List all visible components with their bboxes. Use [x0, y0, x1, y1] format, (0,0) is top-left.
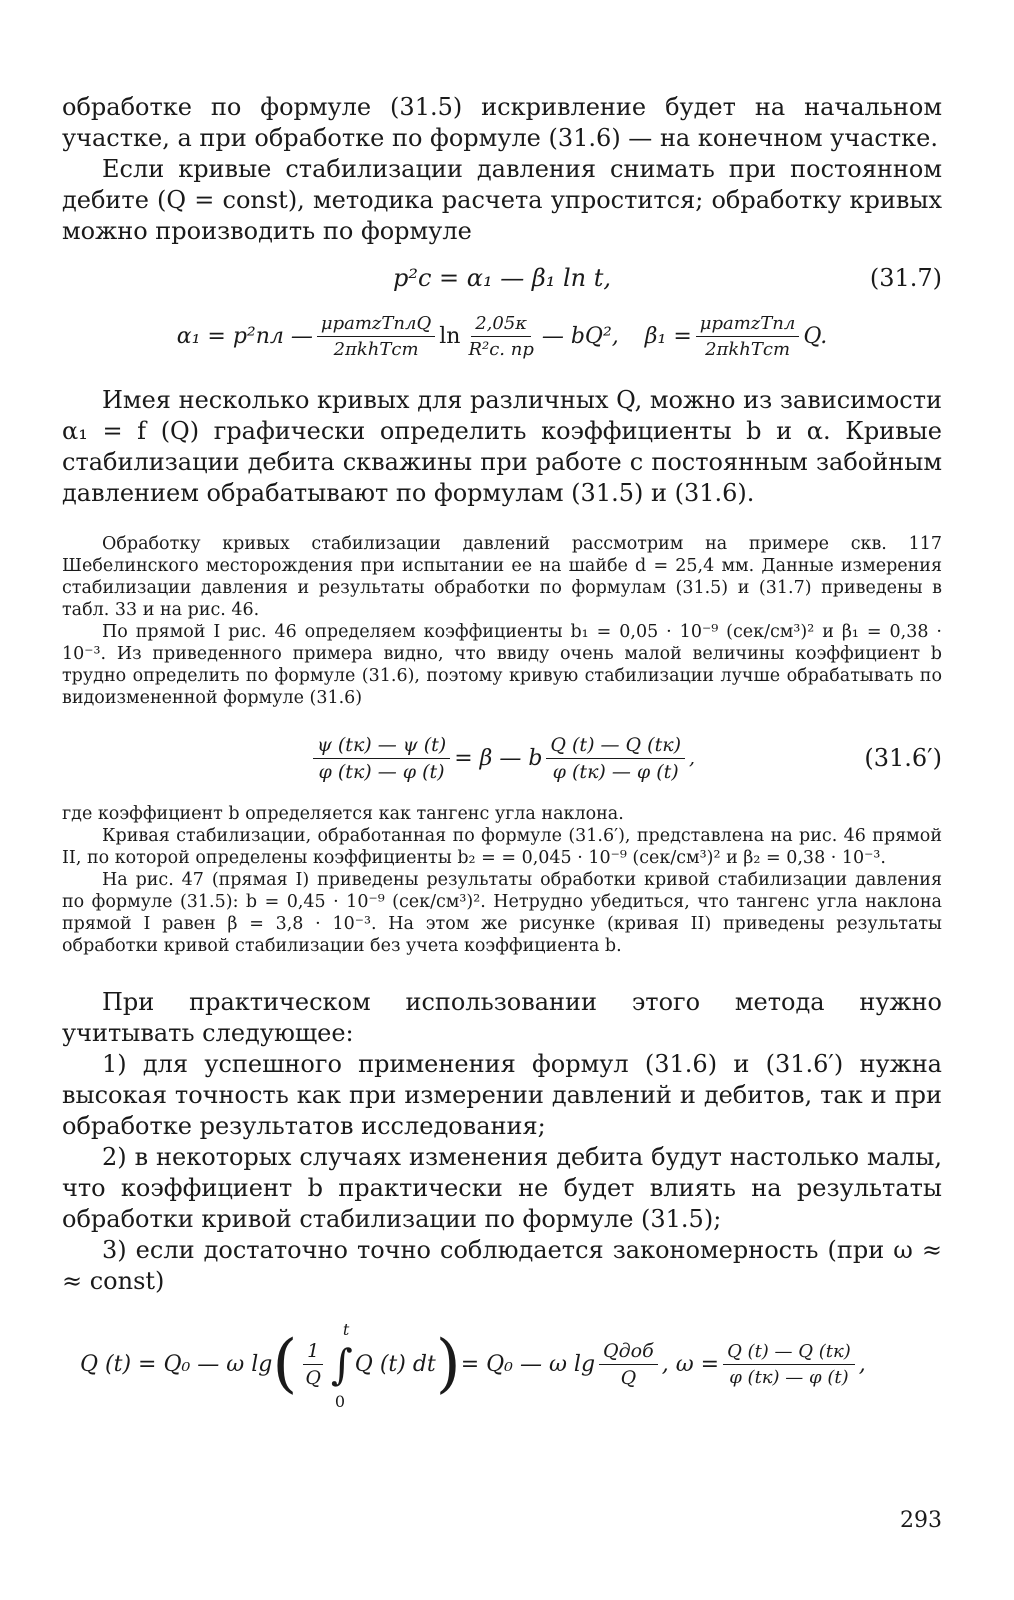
list-item-1: 1) для успешного применения формул (31.6) и (31.6′) нужна высокая точность как при измерении давлений и дебитов, так и при обработке результатов исследования; [62, 1050, 942, 1140]
integral-sign: ∫ t 0 [330, 1319, 353, 1411]
alpha-definition-tail: — bQ², [541, 323, 619, 349]
small-print-block-1 [62, 533, 942, 709]
equation-31-7-body: p²с = α₁ — β₁ ln t, [392, 263, 612, 292]
rhs-denominator: φ (tк) — φ (t) [552, 760, 679, 783]
paragraph-4: При практическом использовании этого метода нужно учитывать следующее: [62, 988, 942, 1047]
equation-final [62, 1319, 942, 1409]
right-paren: ) [435, 1327, 461, 1401]
equation-31-6-prime [62, 727, 942, 789]
equation-31-7-definitions [62, 305, 942, 367]
qdob-numerator: Qдоб [599, 1340, 658, 1365]
qdob-denominator: Q [620, 1366, 637, 1389]
fraction-1-numerator: μpатzTплQ [317, 313, 435, 337]
integral-upper-limit: t [342, 1319, 350, 1339]
lhs-numerator: ψ (tк) — ψ (t) [313, 734, 450, 759]
integrand: Q (t) dt [354, 1351, 436, 1377]
equation-31-6-prime-comma: , [689, 747, 696, 769]
omega-denominator: φ (tк) — φ (t) [729, 1366, 849, 1388]
integral-lower-limit: 0 [334, 1391, 346, 1411]
inner-fraction [301, 1340, 325, 1389]
equation-31-7 [62, 261, 942, 295]
list-item-2: 2) в некоторых случаях изменения дебита будут настолько малы, что коэффициент b практически не будет влиять на результаты обработки кривой стабилизации по формуле (31.5); [62, 1143, 942, 1233]
final-lhs: Q (t) = Q₀ — ω lg [80, 1351, 273, 1377]
equation-31-6-prime-middle: = β — b [454, 745, 543, 771]
alpha-definition-lhs: α₁ = p²пл — [176, 323, 313, 349]
omega-fraction [723, 1341, 855, 1388]
equation-31-7-number: (31.7) [869, 263, 942, 292]
qdob-fraction [599, 1340, 658, 1389]
page-number: 293 [900, 1508, 942, 1533]
rhs-fraction [546, 734, 685, 783]
final-middle: = Q₀ — ω lg [460, 1351, 596, 1377]
beta-definition-lhs: β₁ = [644, 323, 692, 349]
fraction-3-numerator: μpатzTпл [696, 313, 800, 337]
equation-31-6-prime-number: (31.6′) [864, 744, 942, 772]
fraction-1-denominator: 2πkhTст [333, 338, 419, 360]
left-paren: ( [272, 1327, 298, 1401]
inner-fraction-numerator: 1 [303, 1340, 323, 1365]
fraction-2 [464, 313, 537, 360]
lhs-denominator: φ (tк) — φ (t) [318, 760, 445, 783]
omega-lhs: , ω = [661, 1351, 720, 1377]
paragraph-3: Имея несколько кривых для различных Q, можно из зависимости α₁ = f (Q) графически определить коэффициенты b и α. Кривые стабилизации дебита скважины при работе с постоянным забойным давлением обрабатывают по формулам (31.5) и (31.6). [62, 386, 943, 507]
fraction-1 [317, 313, 435, 360]
paragraph-1: обработке по формуле (31.5) искривление будет на начальном участке, а при обработке по формуле (31.6) — на конечном участке. [62, 93, 942, 152]
beta-definition-tail: Q. [803, 323, 828, 349]
small-paragraph-2: По прямой I рис. 46 определяем коэффициенты b₁ = 0,05 · 10⁻⁹ (сек/см³)² и β₁ = 0,38 · 10⁻³. Из приведенного примера видно, что ввиду очень малой величины коэффициент b трудно определить по формуле (31.6), поэтому кривую стабилизации лучше обрабатывать по видоизмененной формуле (31.6) [62, 622, 942, 708]
rhs-numerator: Q (t) — Q (tк) [546, 734, 685, 759]
ln-operator: ln [439, 323, 461, 349]
small-paragraph-1: Обработку кривых стабилизации давлений рассмотрим на примере скв. 117 Шебелинского месторождения при испытании ее на шайбе d = 25,4 мм. Данные измерения стабилизации давления и результаты обработки по формулам (31.5) и (31.7) приведены в табл. 33 и на рис. 46. [62, 534, 942, 620]
small-paragraph-5: На рис. 47 (прямая I) приведены результаты обработки кривой стабилизации давления по формуле (31.5): b = 0,45 · 10⁻⁹ (сек/см³)². Нетрудно убедиться, что тангенс угла наклона прямой I равен β = 3,8 · 10⁻³. На этом же рисунке (кривая II) приведены результаты обработки кривой стабилизации без учета коэффициента b. [62, 870, 942, 956]
paragraph-2: Если кривые стабилизации давления снимать при постоянном дебите (Q = const), методика расчета упростится; обработку кривых можно производить по формуле [62, 155, 942, 245]
omega-numerator: Q (t) — Q (tк) [723, 1341, 855, 1365]
small-paragraph-4: Кривая стабилизации, обработанная по формуле (31.6′), представлена на рис. 46 прямой II, по которой определены коэффициенты b₂ = = 0,045 · 10⁻⁹ (сек/см³)² и β₂ = 0,38 · 10⁻³. [62, 826, 942, 868]
list-item-3: 3) если достаточно точно соблюдается закономерность (при ω ≈ ≈ const) [62, 1236, 942, 1295]
fraction-3-denominator: 2πkhTст [705, 338, 791, 360]
fraction-2-denominator: R²с. пр [468, 338, 534, 360]
small-print-block-2 [62, 803, 942, 957]
final-end: , [858, 1351, 866, 1377]
fraction-2-numerator: 2,05κ [471, 313, 531, 337]
lhs-fraction [313, 734, 450, 783]
fraction-3 [696, 313, 800, 360]
small-paragraph-3: где коэффициент b определяется как тангенс угла наклона. [62, 804, 624, 824]
inner-fraction-denominator: Q [305, 1366, 321, 1389]
page-body [62, 92, 942, 1409]
